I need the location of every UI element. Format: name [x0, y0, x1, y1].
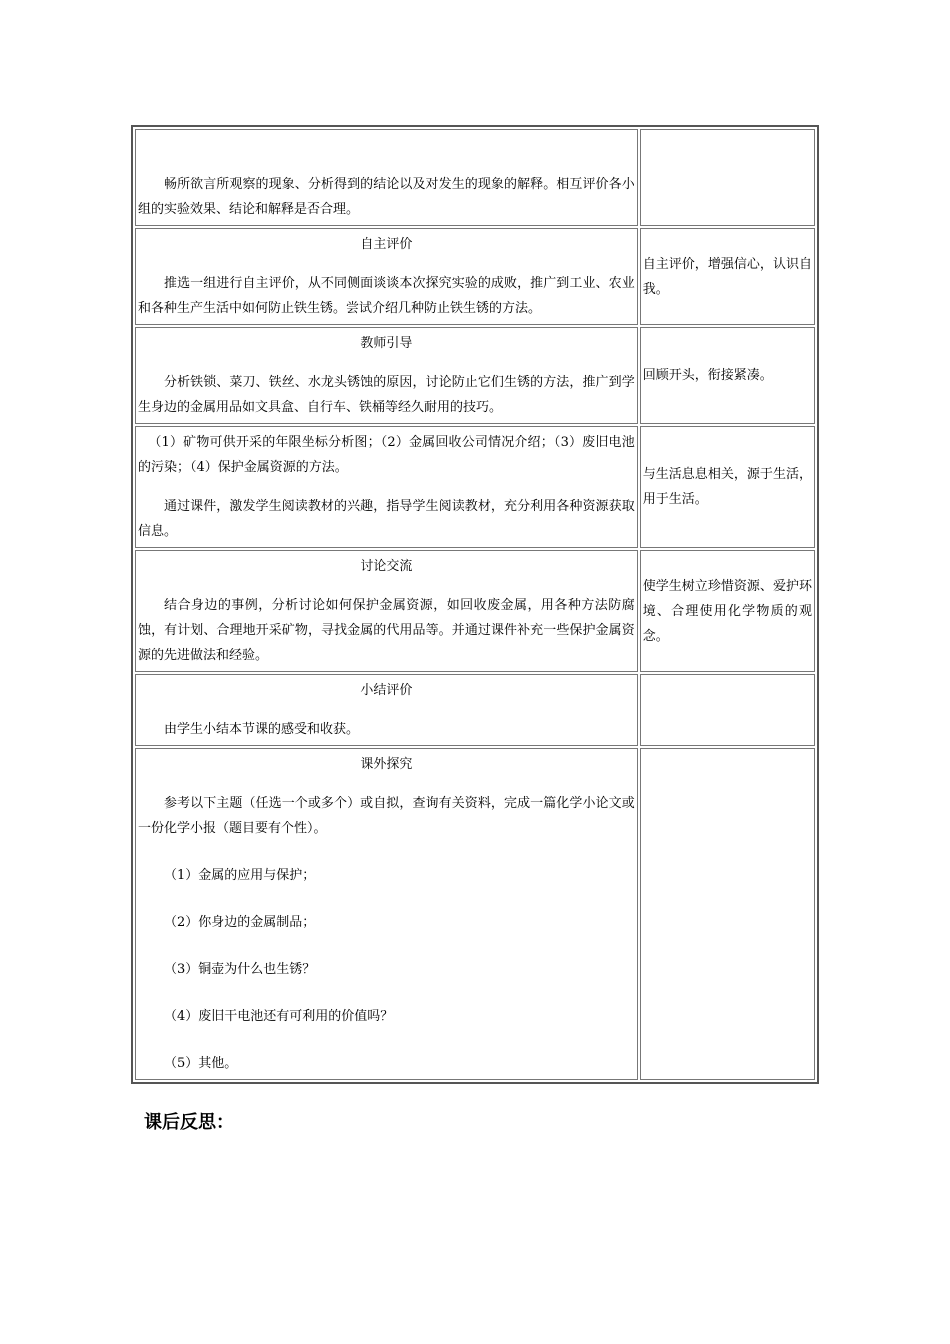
table-row — [135, 327, 815, 424]
topic-item: （2）你身边的金属制品； — [164, 915, 316, 930]
activity-paragraph: 分析铁锁、菜刀、铁丝、水龙头锈蚀的原因，讨论防止它们生锈的方法，推广到学生身边的金属用品如文具盒、自行车、铁桶等经久耐用的技巧。 — [138, 375, 635, 415]
intent-cell — [640, 327, 815, 424]
activity-cell — [135, 748, 638, 1080]
section-heading: 小结评价 — [360, 683, 413, 698]
intent-cell — [640, 426, 815, 548]
table-row — [135, 228, 815, 325]
table-row — [135, 550, 815, 672]
activity-cell — [135, 426, 638, 548]
intent-cell — [640, 748, 815, 1080]
activity-paragraph: 结合身边的事例，分析讨论如何保护金属资源，如回收废金属，用各种方法防腐蚀，有计划、合理地开采矿物，寻找金属的代用品等。并通过课件补充一些保护金属资源的先进做法和经验。 — [138, 598, 635, 663]
topic-item: （4）废旧干电池还有可利用的价值吗？ — [164, 1009, 394, 1024]
topic-item: （5）其他。 — [164, 1056, 238, 1071]
table-row — [135, 748, 815, 1080]
activity-paragraph: 通过课件，激发学生阅读教材的兴趣，指导学生阅读教材，充分利用各种资源获取信息。 — [138, 499, 635, 539]
activity-paragraph: 参考以下主题（任选一个或多个）或自拟，查询有关资料，完成一篇化学小论文或一份化学小报（题目要有个性）。 — [138, 796, 635, 836]
topic-item: （1）金属的应用与保护； — [164, 868, 316, 883]
section-heading: 教师引导 — [360, 336, 413, 351]
activity-cell — [135, 550, 638, 672]
intent-text: 回顾开头，衔接紧凑。 — [642, 368, 773, 383]
intent-cell — [640, 674, 815, 746]
topic-item: （3）铜壶为什么也生锈？ — [164, 962, 316, 977]
activity-cell — [135, 674, 638, 746]
resource-list: （1）矿物可供开采的年限坐标分析图；（2）金属回收公司情况介绍；（3）废旧电池的污染；（4）保护金属资源的方法。 — [138, 435, 635, 475]
table-row — [135, 129, 815, 226]
activity-paragraph: 由学生小结本节课的感受和收获。 — [164, 722, 360, 737]
intent-text: 自主评价，增强信心，认识自我。 — [642, 256, 812, 297]
activity-cell — [135, 327, 638, 424]
activity-cell — [135, 129, 638, 226]
intent-cell — [640, 129, 815, 226]
table-row — [135, 426, 815, 548]
section-heading: 自主评价 — [360, 237, 413, 252]
table-row — [135, 674, 815, 746]
intent-text: 使学生树立珍惜资源、爱护环境、合理使用化学物质的观念。 — [642, 578, 812, 644]
activity-paragraph: 畅所欲言所观察的现象、分析得到的结论以及对发生的现象的解释。相互评价各小组的实验效果、结论和解释是否合理。 — [138, 177, 635, 217]
section-heading: 课外探究 — [360, 757, 413, 772]
activity-cell — [135, 228, 638, 325]
intent-cell — [640, 550, 815, 672]
activity-paragraph: 推选一组进行自主评价，从不同侧面谈谈本次探究实验的成败，推广到工业、农业和各种生产生活中如何防止铁生锈。尝试介绍几种防止铁生锈的方法。 — [138, 276, 635, 316]
intent-text: 与生活息息相关，源于生活，用于生活。 — [642, 467, 812, 507]
intent-cell — [640, 228, 815, 325]
section-heading: 讨论交流 — [360, 559, 413, 574]
reflection-label: 课后反思： — [144, 1112, 234, 1133]
lesson-plan-table — [131, 125, 819, 1084]
